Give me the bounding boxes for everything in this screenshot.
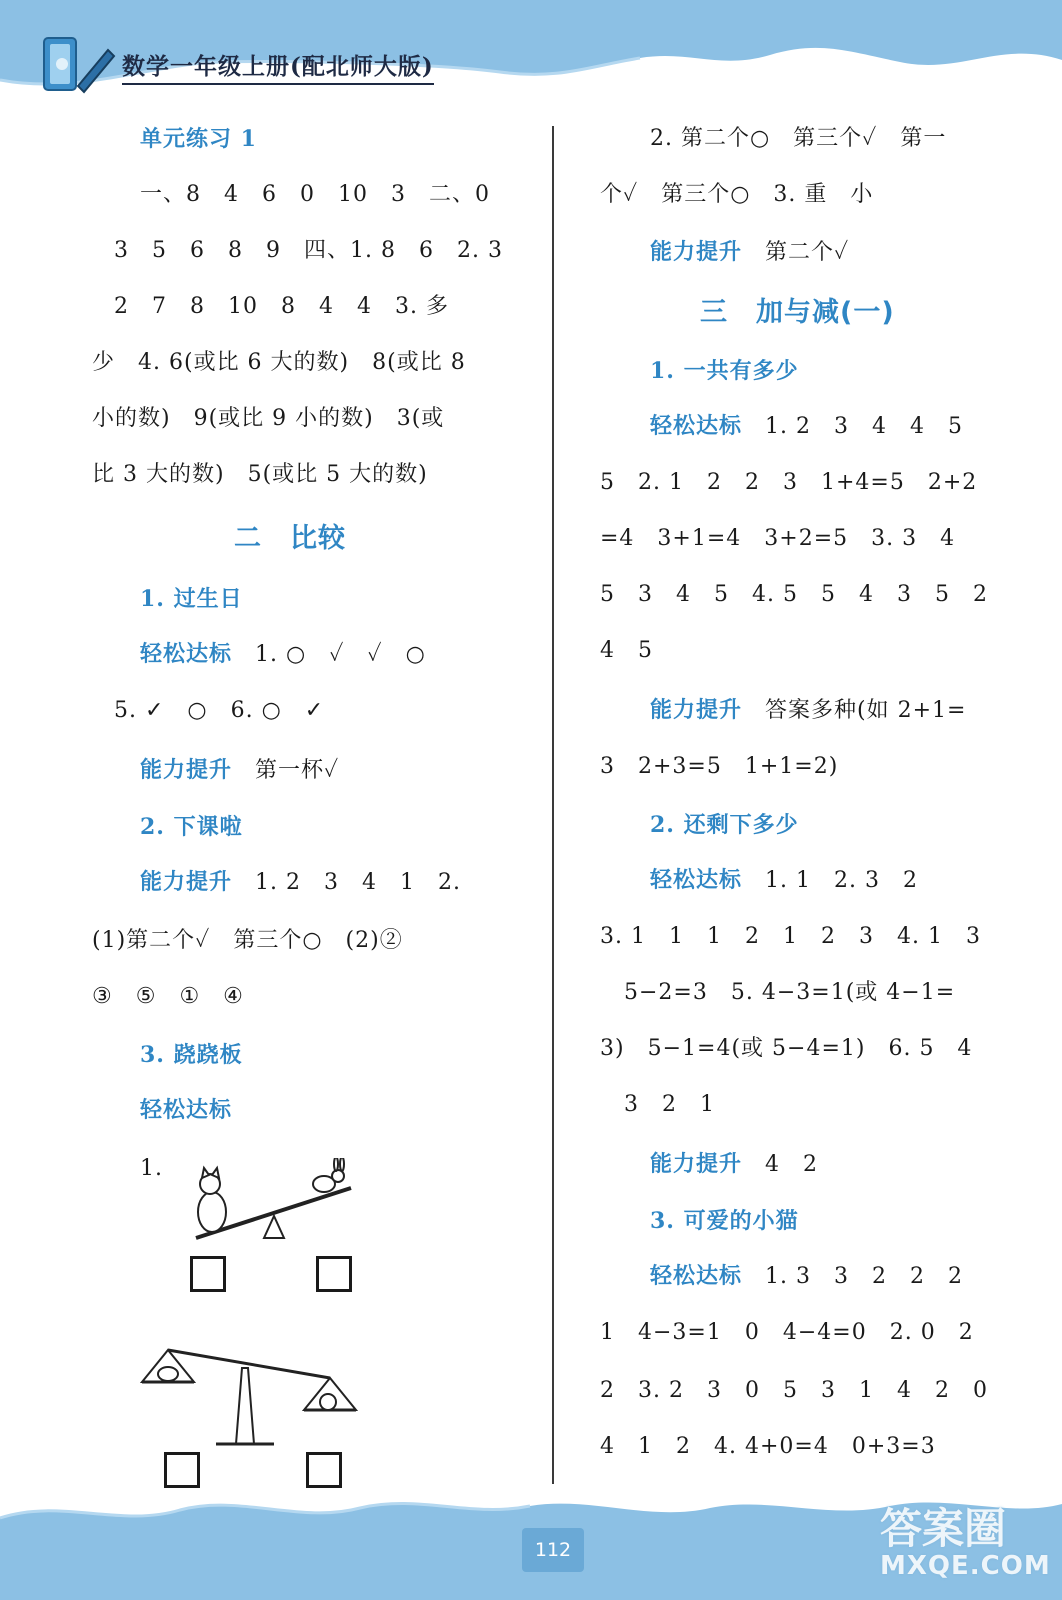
answer-line: 5 2. 1 2 2 3 1+4=5 2+2 bbox=[600, 470, 978, 495]
lesson-heading: 3. 跷跷板 bbox=[140, 1042, 243, 1068]
answer-box[interactable] bbox=[316, 1256, 352, 1292]
answer-text: 1. 2 3 4 1 2. bbox=[255, 870, 461, 895]
yarn-ball-icon bbox=[320, 1394, 336, 1410]
lesson-heading: 1. 一共有多少 bbox=[650, 358, 799, 384]
book-logo-icon bbox=[38, 30, 116, 100]
chapter-heading: 三 加与减(一) bbox=[700, 297, 895, 328]
watermark-url: MXQE.COM bbox=[880, 1551, 1051, 1581]
header-title: 数学一年级上册(配北师大版) bbox=[122, 48, 434, 85]
answer-line: 5 3 4 5 4. 5 5 4 3 5 2 bbox=[600, 582, 988, 607]
answer-line: 2. 第二个○ 第三个✓ 第一 bbox=[650, 126, 947, 151]
answer-line: 小的数) 9(或比 9 小的数) 3(或 bbox=[92, 406, 445, 431]
balance-scale-illustration bbox=[140, 1342, 360, 1448]
answer-line: (1)第二个✓ 第三个○ (2)② bbox=[92, 928, 403, 953]
answer-line: 2 7 8 10 8 4 4 3. 多 bbox=[114, 294, 449, 319]
section-label: 轻松达标 bbox=[650, 1264, 743, 1289]
answer-line: 5. ✓ ○ 6. ○ ✓ bbox=[114, 698, 325, 723]
section-label: 能力提升 bbox=[650, 698, 743, 723]
rabbit-icon bbox=[313, 1158, 344, 1192]
answer-text: 第二个✓ bbox=[765, 240, 850, 265]
answer-line: 4 1 2 4. 4+0=4 0+3=3 bbox=[600, 1434, 936, 1459]
section-label: 轻松达标 bbox=[650, 868, 743, 893]
watermark-chinese: 答案圈 bbox=[880, 1504, 1007, 1553]
section-label: 轻松达标 bbox=[140, 642, 233, 667]
answer-line bbox=[650, 866, 918, 896]
answer-line: 3 5 6 8 9 四、1. 8 6 2. 3 bbox=[114, 238, 503, 263]
answer-text: 1. 3 3 2 2 2 bbox=[765, 1264, 964, 1289]
answer-line bbox=[140, 868, 461, 898]
section-label: 能力提升 bbox=[650, 1152, 743, 1177]
section-label: 能力提升 bbox=[650, 240, 743, 265]
section-label: 轻松达标 bbox=[140, 1098, 233, 1123]
answer-line: 4 5 bbox=[600, 638, 653, 663]
answer-line bbox=[140, 756, 339, 786]
section-label: 能力提升 bbox=[140, 758, 233, 783]
peach-icon bbox=[158, 1367, 178, 1381]
answer-line bbox=[650, 696, 966, 726]
answer-line bbox=[650, 1262, 963, 1292]
answer-text: 答案多种(如 2+1= bbox=[765, 698, 967, 723]
answer-box[interactable] bbox=[164, 1452, 200, 1488]
answer-text: 4 2 bbox=[765, 1152, 819, 1177]
lesson-heading: 2. 下课啦 bbox=[140, 814, 243, 840]
lesson-heading: 1. 过生日 bbox=[140, 586, 243, 612]
lesson-heading: 3. 可爱的小猫 bbox=[650, 1208, 799, 1234]
answer-text: 1. 2 3 4 4 5 bbox=[765, 414, 964, 439]
seesaw-illustration bbox=[186, 1158, 356, 1248]
answer-box[interactable] bbox=[306, 1452, 342, 1488]
answer-text: 第一杯✓ bbox=[255, 758, 340, 783]
answer-box[interactable] bbox=[190, 1256, 226, 1292]
answer-line bbox=[650, 412, 963, 442]
answer-text: 1. ○ ✓ ✓ ○ bbox=[255, 642, 426, 667]
answer-line: 3 2 1 bbox=[624, 1092, 715, 1117]
column-divider bbox=[552, 126, 554, 1484]
page-number: 112 bbox=[522, 1528, 584, 1572]
answer-line bbox=[650, 1150, 818, 1180]
answer-line: 比 3 大的数) 5(或比 5 大的数) bbox=[92, 462, 428, 487]
question-number: 1. bbox=[140, 1156, 163, 1181]
answer-line: 2 3. 2 3 0 5 3 1 4 2 0 bbox=[600, 1378, 988, 1403]
lesson-heading: 2. 还剩下多少 bbox=[650, 812, 799, 838]
answer-line bbox=[140, 640, 426, 670]
answer-line: 少 4. 6(或比 6 大的数) 8(或比 8 bbox=[92, 350, 466, 375]
section-label: 轻松达标 bbox=[650, 414, 743, 439]
chapter-heading: 二 比较 bbox=[234, 523, 346, 554]
answer-line: 1 4−3=1 0 4−4=0 2. 0 2 bbox=[600, 1320, 974, 1345]
answer-line: 个✓ 第三个○ 3. 重 小 bbox=[600, 182, 874, 207]
section-label: 能力提升 bbox=[140, 870, 233, 895]
answer-line: 5−2=3 5. 4−3=1(或 4−1= bbox=[624, 980, 956, 1005]
answer-text: 1. 1 2. 3 2 bbox=[765, 868, 918, 893]
answer-line bbox=[650, 238, 849, 268]
cat-icon bbox=[198, 1168, 226, 1232]
answer-line: ③ ⑤ ① ④ bbox=[92, 984, 244, 1009]
unit-exercise-heading: 单元练习 1 bbox=[140, 126, 257, 152]
answer-line: 3. 1 1 1 2 1 2 3 4. 1 3 bbox=[600, 924, 981, 949]
answer-line: 3 2+3=5 1+1=2) bbox=[600, 754, 839, 779]
answer-line: 一、8 4 6 0 10 3 二、0 bbox=[140, 182, 490, 207]
site-watermark bbox=[880, 1506, 1051, 1580]
answer-line: 3) 5−1=4(或 5−4=1) 6. 5 4 bbox=[600, 1036, 973, 1061]
answer-line: =4 3+1=4 3+2=5 3. 3 4 bbox=[600, 526, 956, 551]
